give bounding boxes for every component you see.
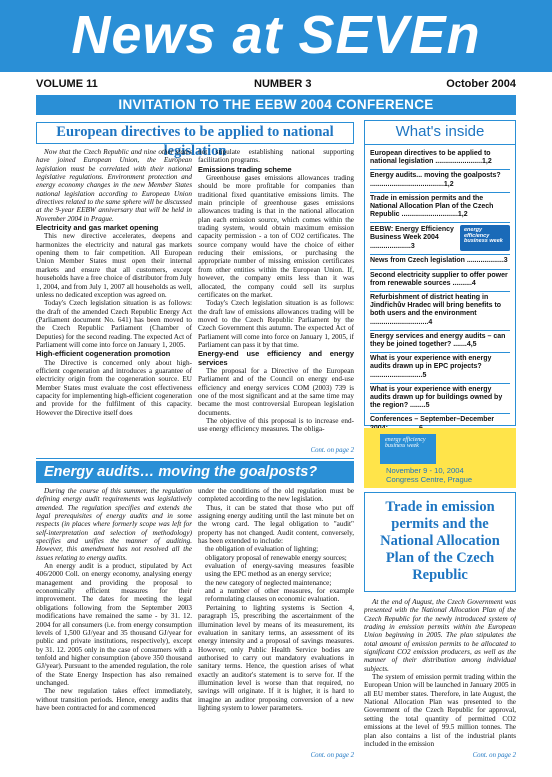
article1-paragraph: not stipulate establishing national supporting facilitation programs. [198,148,354,165]
article1-headline: European directives to be applied to national legislation [36,122,354,144]
whats-inside-title: What's inside [365,121,515,145]
issue-date: October 2004 [446,78,516,90]
article1-subhead-2: High-efficient cogeneration promotion [36,349,171,359]
article1-paragraph: The objective of this proposal is to increase end-use energy efficiency measures. The obliga- [198,417,354,434]
list-item: • the new category of neglected maintenance; [205,579,354,587]
article3-column [364,598,516,752]
article1-column-1 [36,148,192,450]
article3-lead: At the end of August, the Czech Government was presented with the National Allocation Plan of the Czech Republic for the newly introduced system of trading in emission permits within the European Union beginning in 2005. The plan stipulates the total amount of emission permits to be allocated to significant CO2 emission producers, as well as the manner of their distribution among individual subjects. [364,598,516,673]
article2-column-2 [198,487,354,751]
article3-headline: Trade in emission permits and the National Allocation Plan of the Czech Republic [364,492,516,592]
article1-subhead-4: Energy-end use efficiency and energy services [198,349,354,367]
list-item: • obligatory proposal of renewable energy sources; [205,554,354,562]
article1-subhead-1: Electricity and gas market opening [36,223,159,233]
article2-headline: Energy audits… moving the goalposts? [36,461,354,483]
issue-number: NUMBER 3 [254,78,312,90]
article3-continued-link[interactable]: Cont. on page 2 [472,752,516,759]
article2-paragraph: The new regulation takes effect immediately, without transition periods. Hence, energy audits that have been contracted for and commenced [36,687,192,712]
article1-paragraph: The Directive is concerned only about high-efficient cogeneration and introduces a guarantee of electricity origin from the cogeneration source. EU Member States must evaluate the cost effectiveness capacity for implementing high-efficient cogeneration and provide for the fulfilment of this capacity. However the Directive itself does [36,358,192,417]
toc-item[interactable]: Conferences – September–December [370,416,495,424]
article1-paragraph: The proposal for a Directive of the European Parliament and of the Council on energy end-use efficiency and energy services COM (2003) 739 is one of the most significant and at the same time may became the most controversial European legislation documents. [198,366,354,417]
article2-paragraph: Thus, it can be stated that those who put off assigning energy auditing until the last minute bet on the wrong card. The legal obligation to "audit" property has not changed. Audit content, conversely, has been extended to include: [198,503,354,546]
divider [36,458,354,459]
eebw-banner-logo-icon: energy efficiency business week [380,434,436,464]
article1-paragraph: Today's Czech legislation situation is as follows: the draft law of emissions allowances trading will be moved to the Czech Republic Parliament by the Czech Government this autumn. The expected Act of Parliament will come into force on January 1, 2005, if Parliament can pass it by that time. [198,299,354,349]
article1-paragraph: Greenhouse gases emissions allowances trading should be more profitable for companies than traditional fixed quantitative emissions limits. The main principle of greenhouse gases emissions allowances trading is that in the national allocation plan each emission source, which comes within the trading system, would obtain maximum emission capacity permission - a ton of CO2 certificates. The source company would have the choice of either reducing their emissions, or purchasing the appropriate number of missing emission certificates from other entities within the European Union. If, however, the company emits less than it was allocated, the company could sell its surplus certificates on the market. [198,174,354,299]
article2-paragraph: Pertaining to lighting systems is Section 4, paragraph 15, prescribing the ascertainment of the illumination level by means of its measurement, its evaluation in sanitary terms, an assessment of its energy intensity and a proposal of savings measures. However, only Public Health Service bodies are authorised to carry out mandatory evaluations in sanitary terms. Hence, the question arises of what exactly an auditor's statement is to serve for. If the illumination level is worse than that required, no savings will originate. If it is higher, it is hard to imagine an auditor proposing conversion of a new lighting system to lower parameters. [198,603,354,712]
article2-continued-link[interactable]: Cont. on page 2 [310,752,354,759]
conference-date: November 9 - 10, 2004 [386,466,464,475]
toc-item[interactable]: European directives to be applied to national legislation ........................1,2 [370,148,510,170]
toc-item[interactable]: What is your experience with energy audits drawn up for buildings owned by the region? ........5 [370,384,510,415]
issue-bar [36,78,516,92]
article1-subhead-3: Emissions trading scheme [198,164,292,174]
conference-banner [364,428,516,488]
article1-paragraph: This new directive accelerates, deepens and harmonizes the electricity and natural gas markets opening them to fair competition. All European Union Member States must open their internal markets and ensure that all customers, except households have a free choice of distributor from July 1, 2004, and from July 1, 2007 all households as well, unless no dedicated exception was agreed on. [36,232,192,299]
article2-lead: During the course of this summer, the regulation defining energy audit requirements was legislatively amended. The regulation specifies and extends the legal prerequisites of energy audits and in some respects (in places where formerly scope was left for self-interpretation and selection of methodology) specifies and unifies the manner of auditing. However, this amendment has not resolved all the issues relating to energy audits. [36,487,192,562]
article1-continued-link[interactable]: Cont. on page 2 [310,447,354,454]
toc-item[interactable]: Second electricity supplier to offer power from renewable sources ..........4 [370,270,510,292]
article2-paragraph: under the conditions of the old regulation must be completed according to the new legislation. [198,487,354,504]
article1-column-2 [198,148,354,446]
masthead-title: News at SEVEn [71,5,481,65]
toc-item[interactable]: Energy audits... moving the goalposts? ......................................1,2 [370,170,510,192]
list-item: • and a number of other measures, for example reformulating clauses on economic evaluation. [205,587,354,604]
whats-inside-box [364,120,516,426]
toc-item[interactable]: Energy services and energy audits – can they be joined together? .......4,5 [370,331,510,353]
article2-column-1 [36,487,192,759]
toc-item[interactable]: Refurbishment of district heating in Jindřichův Hradec will bring benefits to both users and the environment ..............................4 [370,292,510,331]
article3-paragraph: The system of emission permit trading within the European Union will be launched in January 2005 in all EU member states. Therefore, in late August, the National Allocation Plan was presented to the Government of the Czech Republic for approval, setting the total quantity of permitted CO2 emissions at the level of 99.5 million tonnes. The plan also contains a list of the industrial plants included in the emission [364,673,516,748]
toc-item-label: EEBW: Energy Efficiency Business Week 2004 .....................3 [370,226,454,250]
conference-date-venue [386,466,506,484]
eebw-logo-icon: energy efficiency business week [460,225,510,251]
article1-lead: Now that the Czech Republic and nine other states have joined European Union, the European legislation must be correlated with their national legislative regulations. Environment protection and energy economy changes in the new Member States national legislation according to European Union directives related to the same sphere will be discussed at the 9-year EEBW anniversary that will be held in November 2004 in Prague. [36,148,192,223]
masthead [0,0,552,72]
toc-list [365,145,515,436]
invitation-banner: INVITATION TO THE EEBW 2004 CONFERENCE [36,95,516,115]
article1-paragraph: Today's Czech legislation situation is as follows: the draft of the amended Czech Republic Energy Act (Parliament document No. 641) has been moved to the Czech Republic Parliament (Chamber of Deputies) for the second reading. The expected Act of Parliament will come into force on January 1, 2005. [36,299,192,349]
toc-item[interactable] [370,223,510,255]
toc-item[interactable]: News from Czech legislation ...................3 [370,255,510,269]
toc-item[interactable]: What is your experience with energy audits drawn up in EPC projects? ...........................5 [370,353,510,384]
list-item: • the obligation of evaluation of lighting; [205,545,354,553]
issue-volume: VOLUME 11 [36,78,98,90]
toc-item[interactable]: Trade in emission permits and the National Allocation Plan of the Czech Republic .............................1,2 [370,193,510,224]
article2-bullet-list [198,545,354,603]
article2-paragraph: An energy audit is a product, stipulated by Act 406/2000 Coll. on energy economy, analysing energy management and providing the proposal to economically efficient measures for their improvement. The dates for meeting the legal obligations following from the September 2003 modifications have remained the same - by 31. 12. 2004 for all consumers (i.e. from energy consumption levels of 1,500 GJ/year and 35 thousand GJ/year for public and private institutions, respectively), except by 31. 12. 2005 only in the case of consumers with a tenfold and higher consumption (above 350 thousand GJ/year). Pursuant to the amended regulation, the role of the State Energy Inspection has also remained unchanged. [36,562,192,687]
conference-venue: Congress Centre, Prague [386,475,473,484]
list-item: • evaluation of energy-saving measures feasible using the EPC method as an energy service; [205,562,354,579]
